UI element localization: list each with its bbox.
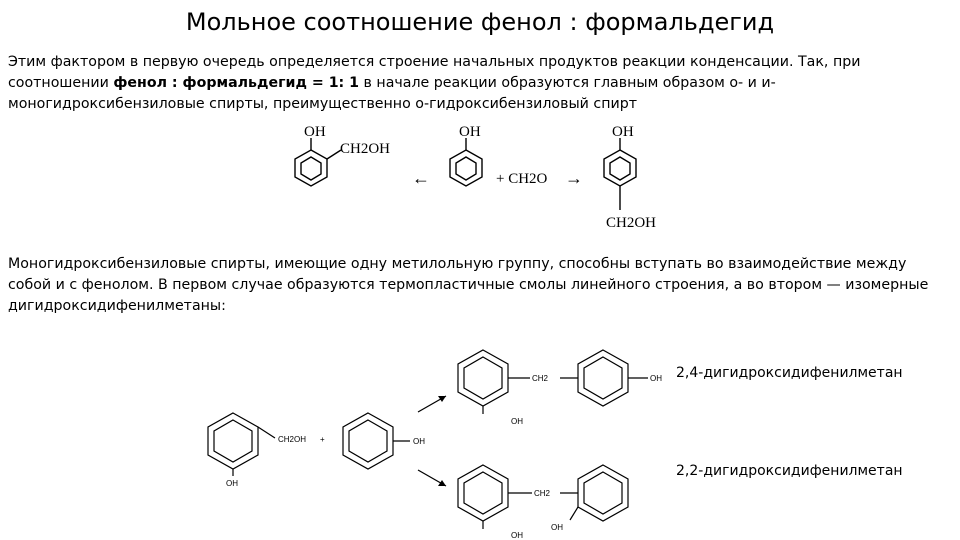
arrow-left-1: ← bbox=[412, 168, 430, 188]
paragraph-intro-text-a: Этим фактором в первую очередь определяется строение начальных продуктов реакции конденсации. Так, при соотношении bbox=[8, 54, 861, 91]
phenol-structure bbox=[450, 138, 482, 186]
paragraph-condensation: Моногидроксибензиловые спирты, имеющие одну метилольную группу, способны вступать во взаимодействие между собой и с фенолом. В первом случае образуются термопластичные смолы линейного строения, а во втором — изомерные дигидроксидифенилметаны: bbox=[8, 256, 929, 314]
o-hydroxybenzyl-alcohol-structure bbox=[295, 138, 341, 186]
dihydroxydiphenylmethane-2-4-structure bbox=[458, 350, 648, 414]
arrowhead-up bbox=[438, 396, 446, 402]
arrowhead-down bbox=[438, 480, 446, 486]
ch2-label-2: CH2 bbox=[534, 489, 551, 498]
oh-label-product2-a: OH bbox=[511, 531, 523, 540]
hydroxybenzyl-alcohol-reactant bbox=[208, 413, 275, 476]
oh-label-2: OH bbox=[459, 124, 481, 140]
arrow-right-1: → bbox=[565, 168, 583, 188]
oh-label-reactant: OH bbox=[226, 479, 238, 488]
ch2oh-label-1: CH2OH bbox=[340, 141, 391, 157]
ch2-label-1: CH2 bbox=[532, 374, 549, 383]
plus-ch2o: + CH2O bbox=[496, 171, 548, 187]
oh-label-product1-para: OH bbox=[650, 374, 662, 383]
oh-label-1: OH bbox=[304, 124, 326, 140]
oh-label-phenol: OH bbox=[413, 437, 425, 446]
product-label-2-2: 2,2-дигидроксидифенилметан bbox=[676, 463, 903, 479]
oh-label-3: OH bbox=[612, 124, 634, 140]
ch2oh-label-reactant: CH2OH bbox=[278, 435, 307, 444]
p-hydroxybenzyl-alcohol-structure bbox=[604, 138, 636, 210]
ratio-emphasis: фенол : формальдегид = 1: 1 bbox=[113, 75, 360, 91]
paragraph-intro-text-b: в начале реакции образуются главным образом о- и и-моногидроксибензиловые спирты, преимущественно о-гидроксибензиловый спирт bbox=[8, 75, 776, 112]
oh-label-product1-ortho: OH bbox=[511, 417, 523, 426]
ch2oh-label-2: CH2OH bbox=[606, 215, 657, 231]
oh-label-product2-b: OH bbox=[551, 523, 563, 532]
phenol-reactant bbox=[343, 413, 410, 469]
plus-sign: + bbox=[320, 435, 325, 444]
product-label-2-4: 2,4-дигидроксидифенилметан bbox=[676, 365, 903, 381]
page-title: Мольное соотношение фенол : формальдегид bbox=[185, 8, 775, 36]
